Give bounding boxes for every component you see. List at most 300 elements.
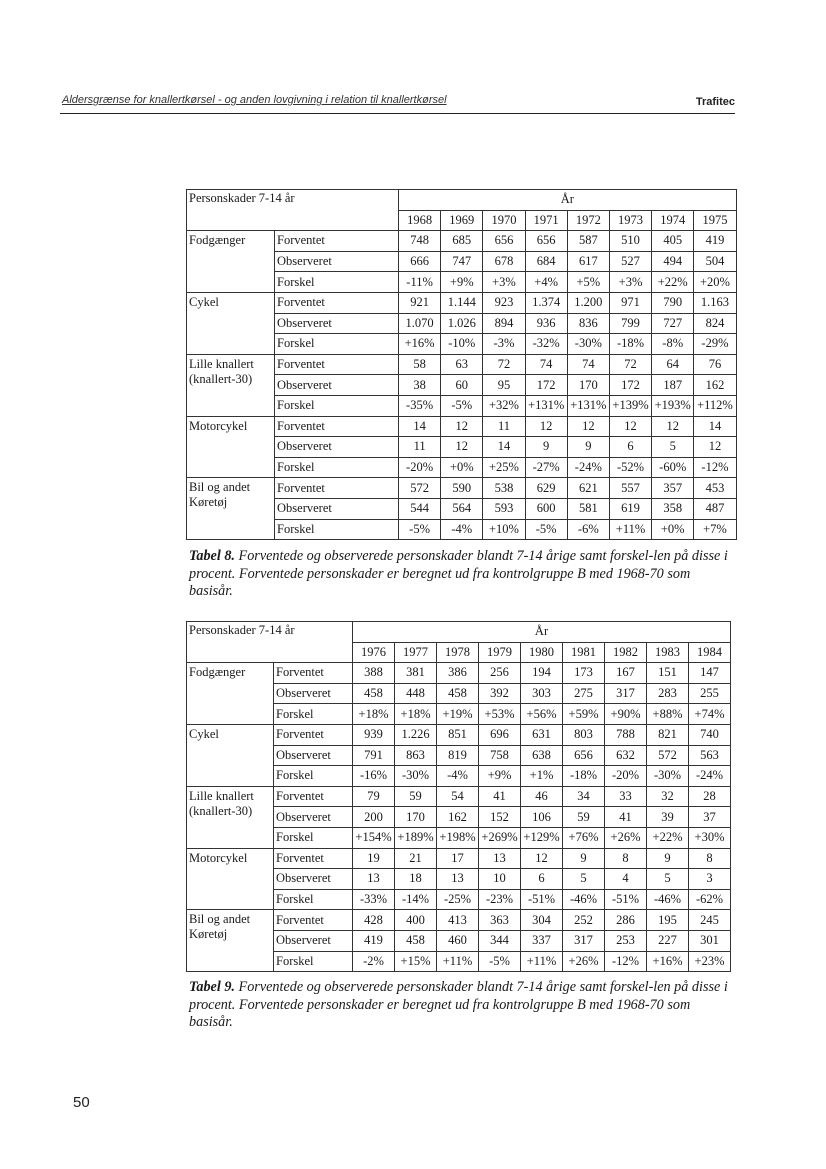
- measure-label: Observeret: [274, 930, 353, 951]
- value-cell: 167: [605, 663, 647, 684]
- value-cell: 448: [395, 683, 437, 704]
- value-cell: 172: [609, 375, 651, 396]
- measure-label: Observeret: [274, 745, 353, 766]
- measure-label: Forventet: [275, 354, 399, 375]
- value-cell: +19%: [437, 704, 479, 725]
- value-cell: 195: [647, 910, 689, 931]
- value-cell: +18%: [353, 704, 395, 725]
- year-header-cell: 1982: [605, 642, 647, 663]
- value-cell: +0%: [441, 457, 483, 478]
- value-cell: 363: [479, 910, 521, 931]
- table-caption: [189, 548, 737, 601]
- value-cell: 95: [483, 375, 525, 396]
- value-cell: 13: [479, 848, 521, 869]
- value-cell: 72: [483, 354, 525, 375]
- value-cell: 510: [609, 231, 651, 252]
- measure-label: Forventet: [275, 478, 399, 499]
- value-cell: 453: [694, 478, 736, 499]
- year-header-cell: 1981: [563, 642, 605, 663]
- value-cell: +11%: [609, 519, 651, 540]
- year-header-cell: 1979: [479, 642, 521, 663]
- value-cell: +88%: [647, 704, 689, 725]
- value-cell: 21: [395, 848, 437, 869]
- measure-label: Forskel: [274, 704, 353, 725]
- value-cell: 971: [609, 292, 651, 313]
- measure-label: Forventet: [275, 231, 399, 252]
- value-cell: 9: [647, 848, 689, 869]
- value-cell: 194: [521, 663, 563, 684]
- value-cell: +7%: [694, 519, 736, 540]
- value-cell: 63: [441, 354, 483, 375]
- value-cell: +1%: [521, 766, 563, 787]
- value-cell: 14: [694, 416, 736, 437]
- value-cell: -8%: [652, 334, 694, 355]
- value-cell: +56%: [521, 704, 563, 725]
- value-cell: -27%: [525, 457, 567, 478]
- value-cell: 33: [605, 786, 647, 807]
- value-cell: 34: [563, 786, 605, 807]
- value-cell: 392: [479, 683, 521, 704]
- value-cell: 301: [689, 930, 731, 951]
- value-cell: 923: [483, 292, 525, 313]
- year-header-cell: 1973: [609, 210, 651, 231]
- value-cell: 3: [689, 869, 731, 890]
- value-cell: +154%: [353, 827, 395, 848]
- value-cell: 487: [694, 498, 736, 519]
- value-cell: 59: [563, 807, 605, 828]
- value-cell: 821: [647, 724, 689, 745]
- value-cell: 617: [567, 251, 609, 272]
- value-cell: 8: [689, 848, 731, 869]
- year-header-cell: 1984: [689, 642, 731, 663]
- value-cell: 600: [525, 498, 567, 519]
- value-cell: 819: [437, 745, 479, 766]
- value-cell: -10%: [441, 334, 483, 355]
- value-cell: -25%: [437, 889, 479, 910]
- value-cell: 32: [647, 786, 689, 807]
- value-cell: 381: [395, 663, 437, 684]
- value-cell: -62%: [689, 889, 731, 910]
- measure-label: Observeret: [275, 437, 399, 458]
- value-cell: +129%: [521, 827, 563, 848]
- value-cell: -46%: [647, 889, 689, 910]
- value-cell: 458: [353, 683, 395, 704]
- value-cell: +11%: [521, 951, 563, 972]
- year-header-cell: 1976: [353, 642, 395, 663]
- table-title: Personskader 7-14 år: [187, 622, 353, 663]
- table-row: [187, 231, 737, 252]
- value-cell: +11%: [437, 951, 479, 972]
- value-cell: 629: [525, 478, 567, 499]
- value-cell: 685: [441, 231, 483, 252]
- value-cell: -52%: [609, 457, 651, 478]
- value-cell: -12%: [605, 951, 647, 972]
- injury-table: [186, 621, 731, 972]
- value-cell: 747: [441, 251, 483, 272]
- measure-label: Forskel: [275, 519, 399, 540]
- value-cell: 621: [567, 478, 609, 499]
- value-cell: +23%: [689, 951, 731, 972]
- value-cell: -60%: [652, 457, 694, 478]
- value-cell: 527: [609, 251, 651, 272]
- value-cell: +26%: [563, 951, 605, 972]
- value-cell: 1.200: [567, 292, 609, 313]
- value-cell: 170: [395, 807, 437, 828]
- value-cell: 358: [652, 498, 694, 519]
- measure-label: Observeret: [275, 498, 399, 519]
- value-cell: -24%: [689, 766, 731, 787]
- value-cell: 162: [694, 375, 736, 396]
- value-cell: 9: [567, 437, 609, 458]
- value-cell: 727: [652, 313, 694, 334]
- category-label: Lille knallert (knallert-30): [187, 786, 274, 848]
- value-cell: +5%: [567, 272, 609, 293]
- year-header-cell: 1978: [437, 642, 479, 663]
- value-cell: 337: [521, 930, 563, 951]
- value-cell: +198%: [437, 827, 479, 848]
- value-cell: 458: [395, 930, 437, 951]
- value-cell: 5: [563, 869, 605, 890]
- value-cell: +15%: [395, 951, 437, 972]
- value-cell: +269%: [479, 827, 521, 848]
- value-cell: -24%: [567, 457, 609, 478]
- value-cell: 64: [652, 354, 694, 375]
- value-cell: -51%: [521, 889, 563, 910]
- category-label: Fodgænger: [187, 663, 274, 725]
- value-cell: 187: [652, 375, 694, 396]
- value-cell: 255: [689, 683, 731, 704]
- value-cell: -33%: [353, 889, 395, 910]
- value-cell: +20%: [694, 272, 736, 293]
- value-cell: 12: [609, 416, 651, 437]
- value-cell: 162: [437, 807, 479, 828]
- value-cell: 581: [567, 498, 609, 519]
- value-cell: 147: [689, 663, 731, 684]
- value-cell: -6%: [567, 519, 609, 540]
- value-cell: 13: [437, 869, 479, 890]
- category-label: Motorcykel: [187, 416, 275, 478]
- value-cell: 564: [441, 498, 483, 519]
- value-cell: 58: [399, 354, 441, 375]
- year-header-cell: 1968: [399, 210, 441, 231]
- value-cell: -4%: [441, 519, 483, 540]
- category-label: Fodgænger: [187, 231, 275, 293]
- value-cell: +90%: [605, 704, 647, 725]
- measure-label: Forskel: [275, 457, 399, 478]
- category-label: Bil og andet Køretøj: [187, 910, 274, 972]
- value-cell: 12: [441, 437, 483, 458]
- value-cell: +76%: [563, 827, 605, 848]
- value-cell: 4: [605, 869, 647, 890]
- value-cell: 419: [353, 930, 395, 951]
- value-cell: 851: [437, 724, 479, 745]
- year-group-header: År: [353, 622, 731, 643]
- value-cell: 6: [521, 869, 563, 890]
- year-header-cell: 1975: [694, 210, 736, 231]
- value-cell: 303: [521, 683, 563, 704]
- value-cell: 619: [609, 498, 651, 519]
- measure-label: Forventet: [274, 848, 353, 869]
- value-cell: 12: [652, 416, 694, 437]
- measure-label: Observeret: [275, 251, 399, 272]
- value-cell: 12: [567, 416, 609, 437]
- value-cell: 344: [479, 930, 521, 951]
- value-cell: 656: [525, 231, 567, 252]
- value-cell: 836: [567, 313, 609, 334]
- value-cell: -23%: [479, 889, 521, 910]
- value-cell: +0%: [652, 519, 694, 540]
- measure-label: Observeret: [274, 683, 353, 704]
- value-cell: 678: [483, 251, 525, 272]
- measure-label: Forventet: [274, 910, 353, 931]
- table-row: [187, 724, 731, 745]
- value-cell: 5: [652, 437, 694, 458]
- value-cell: 12: [521, 848, 563, 869]
- value-cell: 894: [483, 313, 525, 334]
- value-cell: 10: [479, 869, 521, 890]
- value-cell: 170: [567, 375, 609, 396]
- header-title: Aldersgrænse for knallertkørsel - og anden lovgivning i relation til knallertkørsel: [62, 94, 447, 106]
- value-cell: -29%: [694, 334, 736, 355]
- value-cell: 557: [609, 478, 651, 499]
- year-header-cell: 1972: [567, 210, 609, 231]
- category-label: Motorcykel: [187, 848, 274, 910]
- value-cell: 19: [353, 848, 395, 869]
- value-cell: 428: [353, 910, 395, 931]
- value-cell: +16%: [399, 334, 441, 355]
- value-cell: +74%: [689, 704, 731, 725]
- value-cell: 12: [694, 437, 736, 458]
- value-cell: 17: [437, 848, 479, 869]
- year-group-header: År: [399, 190, 737, 211]
- value-cell: 863: [395, 745, 437, 766]
- value-cell: 14: [483, 437, 525, 458]
- value-cell: +3%: [483, 272, 525, 293]
- value-cell: 59: [395, 786, 437, 807]
- value-cell: +22%: [647, 827, 689, 848]
- value-cell: 572: [647, 745, 689, 766]
- value-cell: 405: [652, 231, 694, 252]
- year-header-cell: 1971: [525, 210, 567, 231]
- value-cell: 11: [399, 437, 441, 458]
- value-cell: -30%: [647, 766, 689, 787]
- table-row: [187, 848, 731, 869]
- year-header-cell: 1977: [395, 642, 437, 663]
- value-cell: 572: [399, 478, 441, 499]
- injury-table: [186, 189, 737, 540]
- value-cell: +10%: [483, 519, 525, 540]
- measure-label: Observeret: [274, 869, 353, 890]
- measure-label: Observeret: [275, 375, 399, 396]
- value-cell: 5: [647, 869, 689, 890]
- value-cell: -12%: [694, 457, 736, 478]
- value-cell: 544: [399, 498, 441, 519]
- value-cell: 12: [441, 416, 483, 437]
- value-cell: 590: [441, 478, 483, 499]
- category-label: Cykel: [187, 292, 275, 354]
- value-cell: 413: [437, 910, 479, 931]
- value-cell: +9%: [441, 272, 483, 293]
- measure-label: Forventet: [274, 663, 353, 684]
- value-cell: +112%: [694, 395, 736, 416]
- value-cell: 1.144: [441, 292, 483, 313]
- table-row: [187, 786, 731, 807]
- value-cell: 9: [563, 848, 605, 869]
- year-header-cell: 1980: [521, 642, 563, 663]
- measure-label: Observeret: [275, 313, 399, 334]
- value-cell: 245: [689, 910, 731, 931]
- caption-text: Forventede og observerede personskader blandt 7-14 årige samt forskel-len på disse i procent. Forventede personskader er beregnet ud fra kontrolgruppe B med 1968-70 som basisår.: [189, 548, 728, 599]
- value-cell: 54: [437, 786, 479, 807]
- value-cell: 1.226: [395, 724, 437, 745]
- category-label: Cykel: [187, 724, 274, 786]
- value-cell: 151: [647, 663, 689, 684]
- running-header: [60, 91, 735, 114]
- value-cell: 799: [609, 313, 651, 334]
- value-cell: 76: [694, 354, 736, 375]
- value-cell: 275: [563, 683, 605, 704]
- value-cell: +53%: [479, 704, 521, 725]
- value-cell: 41: [605, 807, 647, 828]
- caption-label: Tabel 9.: [189, 979, 235, 995]
- year-header-cell: 1969: [441, 210, 483, 231]
- year-header-cell: 1974: [652, 210, 694, 231]
- value-cell: 939: [353, 724, 395, 745]
- value-cell: 28: [689, 786, 731, 807]
- value-cell: +131%: [525, 395, 567, 416]
- value-cell: 253: [605, 930, 647, 951]
- value-cell: 286: [605, 910, 647, 931]
- value-cell: 696: [479, 724, 521, 745]
- value-cell: 106: [521, 807, 563, 828]
- value-cell: 11: [483, 416, 525, 437]
- measure-label: Forskel: [275, 395, 399, 416]
- value-cell: 74: [525, 354, 567, 375]
- table-row: [187, 478, 737, 499]
- value-cell: 400: [395, 910, 437, 931]
- value-cell: -4%: [437, 766, 479, 787]
- value-cell: -5%: [479, 951, 521, 972]
- measure-label: Forventet: [275, 292, 399, 313]
- value-cell: 758: [479, 745, 521, 766]
- table-caption: [189, 979, 737, 1032]
- value-cell: 740: [689, 724, 731, 745]
- table-row: [187, 663, 731, 684]
- value-cell: -16%: [353, 766, 395, 787]
- value-cell: 41: [479, 786, 521, 807]
- value-cell: 13: [353, 869, 395, 890]
- measure-label: Observeret: [274, 807, 353, 828]
- value-cell: +22%: [652, 272, 694, 293]
- value-cell: 1.026: [441, 313, 483, 334]
- value-cell: 9: [525, 437, 567, 458]
- value-cell: -30%: [567, 334, 609, 355]
- value-cell: 46: [521, 786, 563, 807]
- value-cell: -2%: [353, 951, 395, 972]
- category-label: Bil og andet Køretøj: [187, 478, 275, 540]
- value-cell: 632: [605, 745, 647, 766]
- value-cell: 388: [353, 663, 395, 684]
- measure-label: Forventet: [275, 416, 399, 437]
- value-cell: 386: [437, 663, 479, 684]
- value-cell: 18: [395, 869, 437, 890]
- value-cell: 656: [563, 745, 605, 766]
- value-cell: -51%: [605, 889, 647, 910]
- measure-label: Forskel: [274, 951, 353, 972]
- value-cell: +30%: [689, 827, 731, 848]
- value-cell: +4%: [525, 272, 567, 293]
- value-cell: +26%: [605, 827, 647, 848]
- value-cell: -5%: [525, 519, 567, 540]
- value-cell: -11%: [399, 272, 441, 293]
- value-cell: 317: [605, 683, 647, 704]
- header-publisher: Trafitec: [695, 96, 735, 108]
- value-cell: +3%: [609, 272, 651, 293]
- value-cell: 666: [399, 251, 441, 272]
- value-cell: 1.070: [399, 313, 441, 334]
- value-cell: 458: [437, 683, 479, 704]
- value-cell: +9%: [479, 766, 521, 787]
- value-cell: 587: [567, 231, 609, 252]
- value-cell: 283: [647, 683, 689, 704]
- value-cell: 14: [399, 416, 441, 437]
- value-cell: 936: [525, 313, 567, 334]
- value-cell: 39: [647, 807, 689, 828]
- value-cell: 460: [437, 930, 479, 951]
- value-cell: +16%: [647, 951, 689, 972]
- table-header-row: [187, 622, 731, 643]
- value-cell: 72: [609, 354, 651, 375]
- value-cell: +18%: [395, 704, 437, 725]
- value-cell: 538: [483, 478, 525, 499]
- value-cell: 684: [525, 251, 567, 272]
- measure-label: Forskel: [274, 766, 353, 787]
- value-cell: 74: [567, 354, 609, 375]
- value-cell: 152: [479, 807, 521, 828]
- value-cell: 38: [399, 375, 441, 396]
- value-cell: 593: [483, 498, 525, 519]
- page-number: 50: [73, 1094, 90, 1111]
- value-cell: 172: [525, 375, 567, 396]
- value-cell: -32%: [525, 334, 567, 355]
- value-cell: 60: [441, 375, 483, 396]
- value-cell: 790: [652, 292, 694, 313]
- value-cell: -5%: [399, 519, 441, 540]
- value-cell: 563: [689, 745, 731, 766]
- table-row: [187, 292, 737, 313]
- value-cell: 419: [694, 231, 736, 252]
- year-header-cell: 1983: [647, 642, 689, 663]
- value-cell: 37: [689, 807, 731, 828]
- value-cell: 317: [563, 930, 605, 951]
- value-cell: -30%: [395, 766, 437, 787]
- value-cell: -35%: [399, 395, 441, 416]
- caption-label: Tabel 8.: [189, 548, 235, 564]
- value-cell: -3%: [483, 334, 525, 355]
- value-cell: -5%: [441, 395, 483, 416]
- value-cell: 200: [353, 807, 395, 828]
- value-cell: 256: [479, 663, 521, 684]
- table-row: [187, 910, 731, 931]
- value-cell: +131%: [567, 395, 609, 416]
- value-cell: +25%: [483, 457, 525, 478]
- value-cell: -18%: [563, 766, 605, 787]
- value-cell: 494: [652, 251, 694, 272]
- table-header-row: [187, 190, 737, 211]
- caption-text: Forventede og observerede personskader blandt 7-14 årige samt forskel-len på disse i procent. Forventede personskader er beregnet ud fra kontrolgruppe B med 1968-70 som basisår.: [189, 979, 728, 1030]
- measure-label: Forskel: [275, 272, 399, 293]
- measure-label: Forventet: [274, 724, 353, 745]
